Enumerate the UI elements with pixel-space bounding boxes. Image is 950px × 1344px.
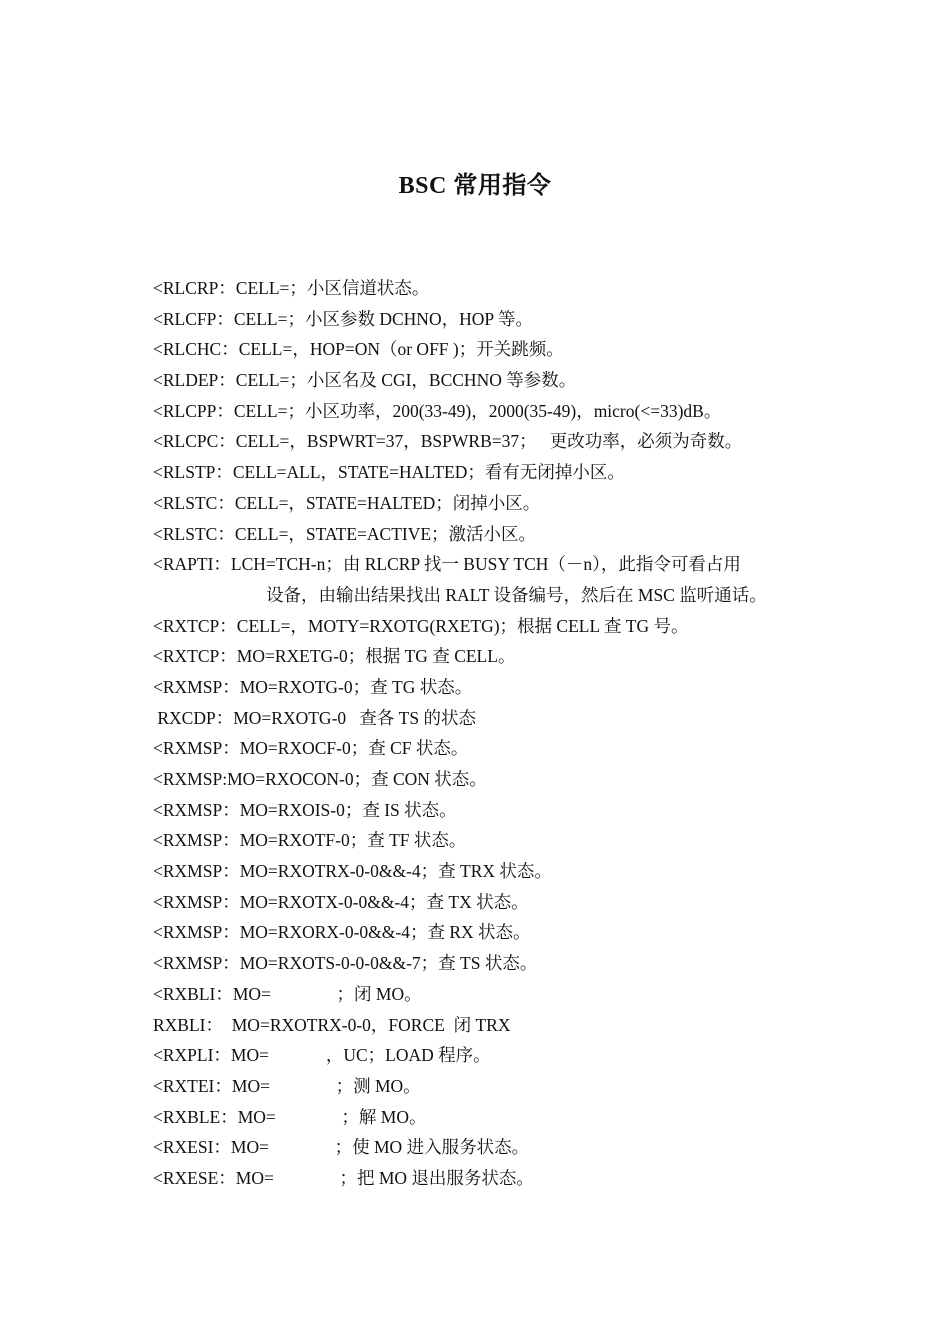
command-line: <RLSTP：CELL=ALL，STATE=HALTED；看有无闭掉小区。 xyxy=(153,462,625,483)
command-line: <RLCFP：CELL=；小区参数 DCHNO，HOP 等。 xyxy=(153,308,533,329)
command-line: <RXBLI：MO= ；闭 MO。 xyxy=(153,983,422,1004)
command-line: <RXMSP：MO=RXOTG-0；查 TG 状态。 xyxy=(153,676,473,697)
command-line: <RXBLE：MO= ；解 MO。 xyxy=(153,1106,427,1127)
command-line: RXBLI： MO=RXOTRX-0-0，FORCE 闭 TRX xyxy=(153,1014,511,1035)
command-line: <RXMSP：MO=RXORX-0-0&&-4；查 RX 状态。 xyxy=(153,922,531,943)
command-line: <RXPLI：MO= ，UC；LOAD 程序。 xyxy=(153,1045,491,1066)
command-line: <RLCRP：CELL=；小区信道状态。 xyxy=(153,278,430,298)
command-line: <RLCPC：CELL=，BSPWRT=37，BSPWRB=37； 更改功率，必须为奇数。 xyxy=(153,431,743,452)
command-line: <RXMSP：MO=RXOIS-0；查 IS 状态。 xyxy=(153,799,457,820)
command-line: <RXMSP:MO=RXOCON-0；查 CON 状态。 xyxy=(153,769,487,789)
command-line: <RXMSP：MO=RXOTF-0；查 TF 状态。 xyxy=(153,830,467,851)
command-line: <RXMSP：MO=RXOTRX-0-0&&-4；查 TRX 状态。 xyxy=(153,861,552,882)
command-line: <RLSTC：CELL=，STATE=ACTIVE；激活小区。 xyxy=(153,523,537,544)
command-line: <RXTCP：MO=RXETG-0；根据 TG 查 CELL。 xyxy=(153,646,516,667)
command-line: <RLCPP：CELL=；小区功率，200(33-49)，2000(35-49)，micro(<=33)dB。 xyxy=(153,400,722,421)
command-line: <RLCHC：CELL=，HOP=ON（or OFF )；开关跳频。 xyxy=(153,339,564,360)
command-line-continuation: 设备，由输出结果找出 RALT 设备编号，然后在 MSC 监听通话。 xyxy=(266,584,767,605)
command-line: <RXMSP：MO=RXOTS-0-0-0&&-7；查 TS 状态。 xyxy=(153,953,538,974)
command-list xyxy=(153,273,853,1194)
command-line: <RXESE：MO= ；把 MO 退出服务状态。 xyxy=(153,1167,534,1188)
command-line: <RLSTC：CELL=，STATE=HALTED；闭掉小区。 xyxy=(153,492,541,513)
command-line: <RXTEI：MO= ；测 MO。 xyxy=(153,1075,421,1096)
command-line: <RAPTI：LCH=TCH-n；由 RLCRP 找一 BUSY TCH（－n），此指令可看占用 xyxy=(153,554,741,575)
command-line: <RXMSP：MO=RXOCF-0；查 CF 状态。 xyxy=(153,738,469,759)
command-line: <RXMSP：MO=RXOTX-0-0&&-4；查 TX 状态。 xyxy=(153,891,529,912)
document-title: BSC 常用指令 xyxy=(398,173,552,199)
command-line: <RLDEP：CELL=；小区名及 CGI，BCCHNO 等参数。 xyxy=(153,370,577,391)
command-line: <RXTCP：CELL=，MOTY=RXOTG(RXETG)；根据 CELL 查 TG 号。 xyxy=(153,615,689,636)
command-line: <RXESI：MO= ；使 MO 进入服务状态。 xyxy=(153,1137,530,1158)
command-line: RXCDP：MO=RXOTG-0 查各 TS 的状态 xyxy=(153,707,476,728)
